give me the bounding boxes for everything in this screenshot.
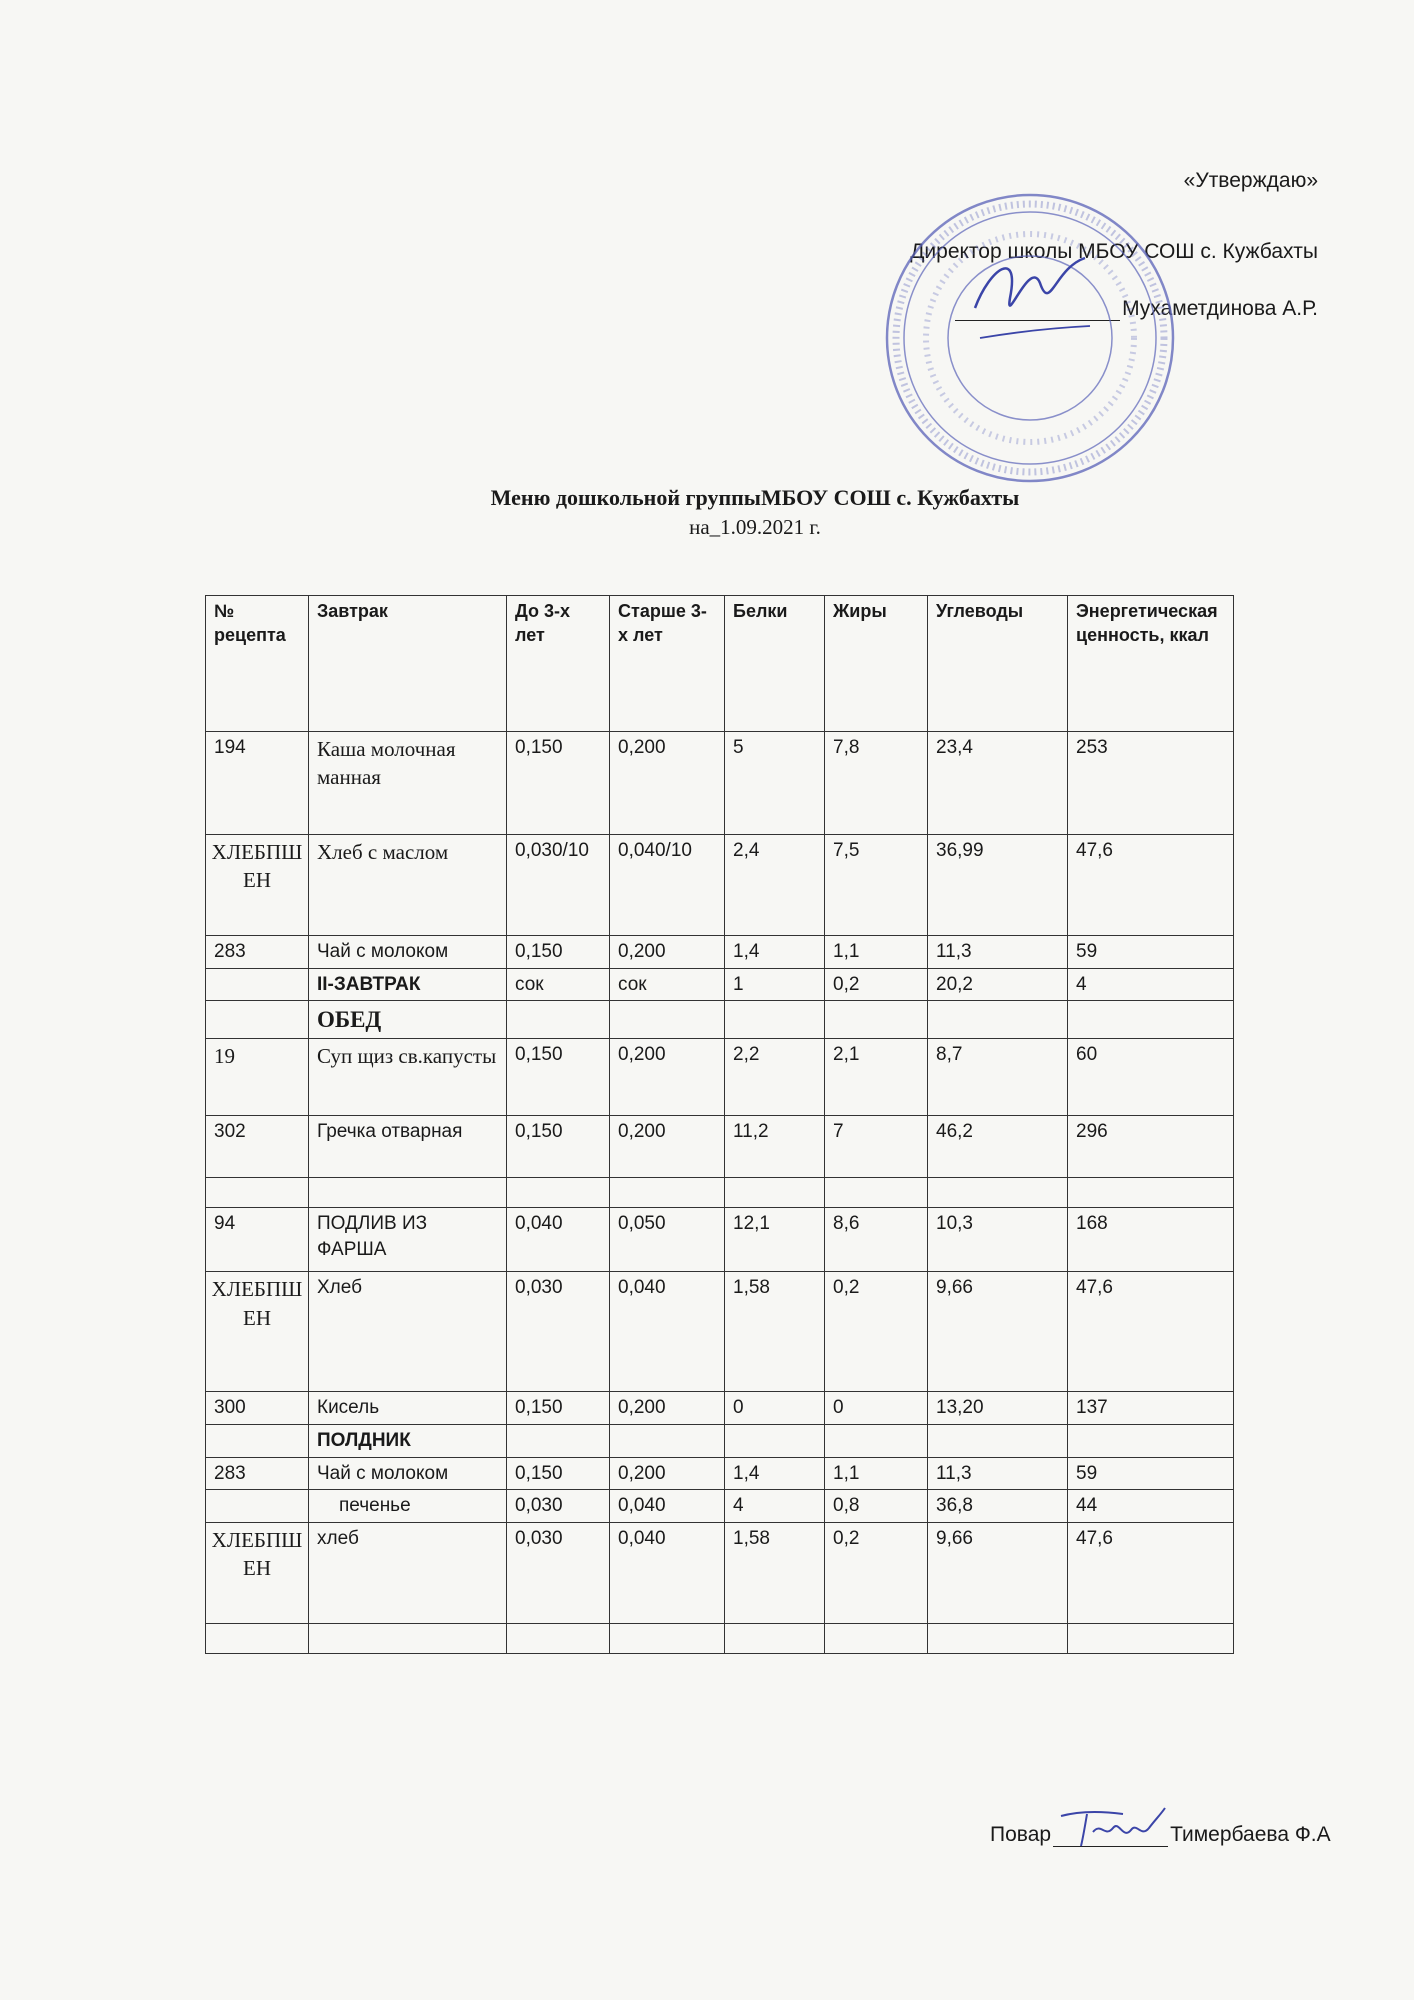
cell-code bbox=[206, 1490, 309, 1523]
cell-over3: 0,200 bbox=[610, 1457, 725, 1490]
cell-fat: 7,8 bbox=[825, 732, 928, 835]
header-protein: Белки bbox=[725, 596, 825, 732]
cell-fat bbox=[825, 1424, 928, 1457]
table-row bbox=[206, 968, 1234, 1001]
cell-name: Суп щиз св.капусты bbox=[309, 1039, 507, 1116]
cell-energy: 59 bbox=[1068, 1457, 1234, 1490]
cell-name: Каша молочная манная bbox=[309, 732, 507, 835]
approval-name: Мухаметдинова А.Р. bbox=[1122, 297, 1318, 320]
cell-over3: сок bbox=[610, 968, 725, 1001]
table-row bbox=[206, 936, 1234, 969]
cell-code: 302 bbox=[206, 1116, 309, 1178]
cell-energy: 168 bbox=[1068, 1208, 1234, 1272]
cell-protein: 1,4 bbox=[725, 1457, 825, 1490]
cell-fat: 2,1 bbox=[825, 1039, 928, 1116]
table-row bbox=[206, 1116, 1234, 1178]
cell-over3: 0,200 bbox=[610, 1116, 725, 1178]
cell-energy: 47,6 bbox=[1068, 1272, 1234, 1392]
cell-over3 bbox=[610, 1424, 725, 1457]
cell-energy bbox=[1068, 1001, 1234, 1039]
cell-energy: 296 bbox=[1068, 1116, 1234, 1178]
cell-under3 bbox=[507, 1424, 610, 1457]
cell-code: 194 bbox=[206, 732, 309, 835]
cell-fat: 0,2 bbox=[825, 968, 928, 1001]
cell-code: 283 bbox=[206, 936, 309, 969]
school-stamp-icon bbox=[880, 188, 1180, 488]
cell-protein bbox=[725, 1001, 825, 1039]
cell-carbs: 36,8 bbox=[928, 1490, 1068, 1523]
cell-carbs: 23,4 bbox=[928, 732, 1068, 835]
table-row bbox=[206, 1272, 1234, 1392]
cell-name: Хлеб с маслом bbox=[309, 835, 507, 936]
table-row bbox=[206, 1039, 1234, 1116]
cook-label: Повар bbox=[990, 1823, 1052, 1846]
cell-name: хлеб bbox=[309, 1522, 507, 1623]
header-carbs: Углеводы bbox=[928, 596, 1068, 732]
cell-carbs bbox=[928, 1424, 1068, 1457]
cell-over3: 0,040/10 bbox=[610, 835, 725, 936]
cell-name: Чай с молоком bbox=[309, 936, 507, 969]
cell-fat: 1,1 bbox=[825, 936, 928, 969]
cell-energy bbox=[1068, 1424, 1234, 1457]
cell-fat: 7 bbox=[825, 1116, 928, 1178]
header-recipe: № рецепта bbox=[206, 596, 309, 732]
cell-carbs: 13,20 bbox=[928, 1392, 1068, 1425]
cell-fat: 0,8 bbox=[825, 1490, 928, 1523]
section-obed: ОБЕД bbox=[309, 1001, 507, 1039]
cell-protein: 1,4 bbox=[725, 936, 825, 969]
cell-under3: 0,150 bbox=[507, 1392, 610, 1425]
cell-carbs: 9,66 bbox=[928, 1522, 1068, 1623]
table-row bbox=[206, 1424, 1234, 1457]
cell-under3: 0,030/10 bbox=[507, 835, 610, 936]
header-fat: Жиры bbox=[825, 596, 928, 732]
cell-protein: 12,1 bbox=[725, 1208, 825, 1272]
menu-table bbox=[205, 595, 1234, 1654]
cell-fat: 0,2 bbox=[825, 1522, 928, 1623]
cell-name: Хлеб bbox=[309, 1272, 507, 1392]
cell-fat: 0,2 bbox=[825, 1272, 928, 1392]
cell-under3: 0,150 bbox=[507, 732, 610, 835]
table-row bbox=[206, 1392, 1234, 1425]
cell-energy: 59 bbox=[1068, 936, 1234, 969]
cell-code bbox=[206, 968, 309, 1001]
cell-protein bbox=[725, 1424, 825, 1457]
cell-energy: 44 bbox=[1068, 1490, 1234, 1523]
cell-code: ХЛЕБПШЕН bbox=[206, 835, 309, 936]
table-row bbox=[206, 1208, 1234, 1272]
table-row bbox=[206, 732, 1234, 835]
cell-under3: 0,030 bbox=[507, 1522, 610, 1623]
cell-over3: 0,040 bbox=[610, 1490, 725, 1523]
table-row bbox=[206, 1522, 1234, 1623]
cell-under3: 0,030 bbox=[507, 1490, 610, 1523]
cell-over3: 0,050 bbox=[610, 1208, 725, 1272]
cell-name: Гречка отварная bbox=[309, 1116, 507, 1178]
cell-protein: 1,58 bbox=[725, 1272, 825, 1392]
cell-energy: 60 bbox=[1068, 1039, 1234, 1116]
cell-code: 300 bbox=[206, 1392, 309, 1425]
cell-carbs: 46,2 bbox=[928, 1116, 1068, 1178]
cell-fat: 0 bbox=[825, 1392, 928, 1425]
table-row bbox=[206, 835, 1234, 936]
cell-carbs bbox=[928, 1001, 1068, 1039]
cell-carbs: 20,2 bbox=[928, 968, 1068, 1001]
cell-code bbox=[206, 1001, 309, 1039]
cell-protein: 4 bbox=[725, 1490, 825, 1523]
cell-energy: 137 bbox=[1068, 1392, 1234, 1425]
section-poldnik: ПОЛДНИК bbox=[309, 1424, 507, 1457]
cell-under3: сок bbox=[507, 968, 610, 1001]
cell-carbs: 11,3 bbox=[928, 936, 1068, 969]
cell-carbs: 9,66 bbox=[928, 1272, 1068, 1392]
cell-energy: 47,6 bbox=[1068, 1522, 1234, 1623]
cell-code: 283 bbox=[206, 1457, 309, 1490]
cell-name: Чай с молоком bbox=[309, 1457, 507, 1490]
cell-carbs: 11,3 bbox=[928, 1457, 1068, 1490]
cell-protein: 1 bbox=[725, 968, 825, 1001]
cell-protein: 1,58 bbox=[725, 1522, 825, 1623]
cell-energy: 47,6 bbox=[1068, 835, 1234, 936]
cell-fat: 8,6 bbox=[825, 1208, 928, 1272]
cook-signature-block bbox=[990, 1818, 1331, 1847]
cell-under3: 0,030 bbox=[507, 1272, 610, 1392]
cell-under3: 0,150 bbox=[507, 936, 610, 969]
cell-over3: 0,200 bbox=[610, 1392, 725, 1425]
cell-code: ХЛЕБПШЕН bbox=[206, 1272, 309, 1392]
table-row bbox=[206, 1457, 1234, 1490]
cell-under3 bbox=[507, 1001, 610, 1039]
page-title: Меню дошкольной группыМБОУ СОШ с. Кужбахты bbox=[490, 485, 1020, 510]
cell-under3: 0,150 bbox=[507, 1116, 610, 1178]
cell-over3: 0,200 bbox=[610, 1039, 725, 1116]
table-header-row bbox=[206, 596, 1234, 732]
cell-code: 94 bbox=[206, 1208, 309, 1272]
cell-energy: 253 bbox=[1068, 732, 1234, 835]
cell-name: ПОДЛИВ ИЗ ФАРША bbox=[309, 1208, 507, 1272]
cell-name: печенье bbox=[309, 1490, 507, 1523]
cell-carbs: 8,7 bbox=[928, 1039, 1068, 1116]
cell-over3: 0,200 bbox=[610, 732, 725, 835]
cell-over3: 0,040 bbox=[610, 1272, 725, 1392]
table-row bbox=[206, 1490, 1234, 1523]
table-row bbox=[206, 1001, 1234, 1039]
cell-protein: 2,4 bbox=[725, 835, 825, 936]
cell-energy: 4 bbox=[1068, 968, 1234, 1001]
cell-carbs: 36,99 bbox=[928, 835, 1068, 936]
approval-header: «Утверждаю» bbox=[1183, 169, 1318, 192]
header-over3: Старше 3-х лет bbox=[610, 596, 725, 732]
cook-name: Тимербаева Ф.А bbox=[1170, 1823, 1331, 1846]
cell-fat: 7,5 bbox=[825, 835, 928, 936]
cook-signature-icon bbox=[1053, 1818, 1168, 1847]
cell-fat bbox=[825, 1001, 928, 1039]
cell-protein: 2,2 bbox=[725, 1039, 825, 1116]
table-row-empty bbox=[206, 1623, 1234, 1653]
table-row-empty bbox=[206, 1178, 1234, 1208]
header-meal: Завтрак bbox=[309, 596, 507, 732]
cell-protein: 0 bbox=[725, 1392, 825, 1425]
header-energy: Энергетическая ценность, ккал bbox=[1068, 596, 1234, 732]
cell-over3: 0,040 bbox=[610, 1522, 725, 1623]
cell-name: II-ЗАВТРАК bbox=[309, 968, 507, 1001]
header-under3: До 3-х лет bbox=[507, 596, 610, 732]
cell-code: ХЛЕБПШЕН bbox=[206, 1522, 309, 1623]
date-line: на_1.09.2021 г. bbox=[689, 515, 821, 539]
cell-over3 bbox=[610, 1001, 725, 1039]
cell-code bbox=[206, 1424, 309, 1457]
cell-under3: 0,040 bbox=[507, 1208, 610, 1272]
cell-protein: 5 bbox=[725, 732, 825, 835]
cell-over3: 0,200 bbox=[610, 936, 725, 969]
cell-name: Кисель bbox=[309, 1392, 507, 1425]
cell-fat: 1,1 bbox=[825, 1457, 928, 1490]
cell-under3: 0,150 bbox=[507, 1039, 610, 1116]
cell-carbs: 10,3 bbox=[928, 1208, 1068, 1272]
cell-code: 19 bbox=[206, 1039, 309, 1116]
approval-position: Директор школы МБОУ СОШ с. Кужбахты bbox=[910, 240, 1318, 263]
cell-protein: 11,2 bbox=[725, 1116, 825, 1178]
cell-under3: 0,150 bbox=[507, 1457, 610, 1490]
